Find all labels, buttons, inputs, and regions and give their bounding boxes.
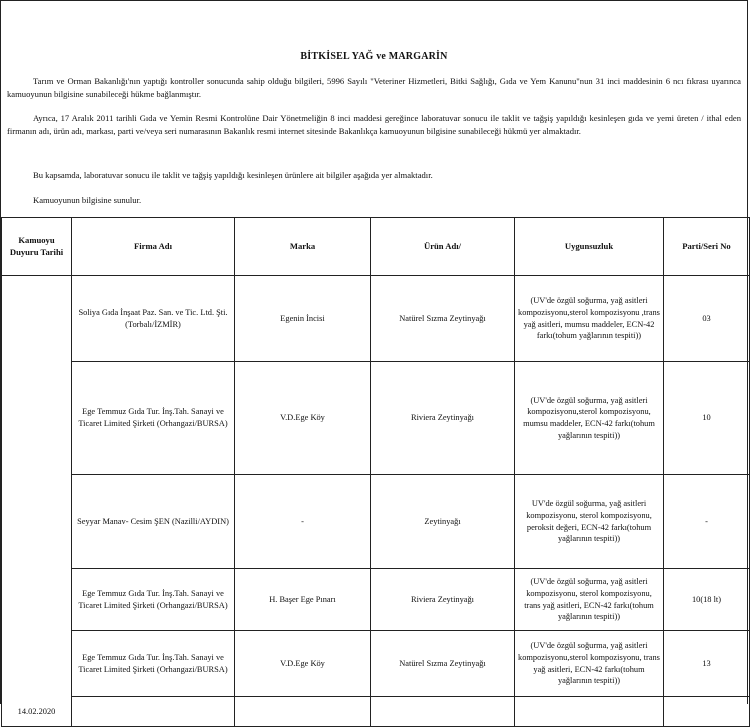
- table-header-row: [2, 218, 750, 276]
- adulteration-table: [1, 217, 750, 727]
- nonconformity-cell: (UV'de özgül soğurma, yağ asitleri kompozisyonu,sterol kompozisyonu, trans yağ asitleri, ECN-42 farkı(tohum yağlarının tespiti)): [515, 631, 664, 697]
- nonconformity-cell: (UV'de özgül soğurma, yağ asitleri kompozisyonu,sterol kompozisyonu ,trans yağ asitleri, mumsu maddeler, ECN-42 farkı(tohum yağlarının tespiti)): [515, 276, 664, 362]
- firm-cell: Soliya Gıda İnşaat Paz. San. ve Tic. Ltd. Şti.(Torbalı/İZMİR): [72, 276, 235, 362]
- product-cell: Riviera Zeytinyağı: [371, 362, 515, 475]
- header-lot: Parti/Seri No: [664, 218, 750, 276]
- lot-cell: 13: [664, 631, 750, 697]
- paragraph-legal-basis: Tarım ve Orman Bakanlığı'nın yaptığı kontroller sonucunda sahip olduğu bilgileri, 5996 Sayılı "Veteriner Hizmetleri, Bitki Sağlığı, Gıda ve Yem Kanunu"nun 31 inci maddesinin 6 ncı fıkrası uyarınca kamuoyunun bilgisine sunabileceği hükme bağlanmıştır.: [7, 76, 741, 99]
- nonconformity-cell: (UV'de özgül soğurma, yağ asitleri kompozisyonu,sterol kompozisyonu, mumsu maddeler, ECN-42 farkı(tohum yağlarının tespiti)): [515, 362, 664, 475]
- header-brand: Marka: [235, 218, 371, 276]
- header-product: Ürün Adı/: [371, 218, 515, 276]
- brand-cell: [235, 697, 371, 727]
- paragraph-announcement: Kamuoyunun bilgisine sunulur.: [33, 195, 142, 205]
- lot-cell: 10(18 lt): [664, 569, 750, 631]
- table-row: [2, 362, 750, 475]
- table-row: [2, 631, 750, 697]
- announcement-date: 14.02.2020: [2, 276, 72, 727]
- table-row: [2, 569, 750, 631]
- brand-cell: V.D.Ege Köy: [235, 362, 371, 475]
- header-firm: Firma Adı: [72, 218, 235, 276]
- paragraph-regulation: Ayrıca, 17 Aralık 2011 tarihli Gıda ve Yemin Resmi Kontrolüne Dair Yönetmeliğin 8 inci maddesi gereğince laboratuvar sonucu ile taklit ve tağşiş yapıldığı kesinleşen gıda ve yemi üreten / ithal eden firmanın adı, ürün adı, markası, parti ve/veya seri numarasının Bakanlık resmi internet sitesinde Bakanlıkça kamuoyunun bilgisine sunabileceği hükmü yer almaktadır.: [7, 113, 741, 136]
- lot-cell: 03: [664, 276, 750, 362]
- nonconformity-cell: [515, 697, 664, 727]
- product-cell: Natürel Sızma Zeytinyağı: [371, 631, 515, 697]
- firm-cell: [72, 697, 235, 727]
- brand-cell: H. Başer Ege Pınarı: [235, 569, 371, 631]
- firm-cell: Ege Temmuz Gıda Tur. İnş.Tah. Sanayi ve Ticaret Limited Şirketi (Orhangazi/BURSA): [72, 362, 235, 475]
- product-cell: Zeytinyağı: [371, 475, 515, 569]
- product-cell: Natürel Sızma Zeytinyağı: [371, 276, 515, 362]
- product-cell: [371, 697, 515, 727]
- table-row: [2, 475, 750, 569]
- lot-cell: 10: [664, 362, 750, 475]
- brand-cell: V.D.Ege Köy: [235, 631, 371, 697]
- header-nonconformity: Uygunsuzluk: [515, 218, 664, 276]
- firm-cell: Ege Temmuz Gıda Tur. İnş.Tah. Sanayi ve Ticaret Limited Şirketi (Orhangazi/BURSA): [72, 631, 235, 697]
- brand-cell: Egenin İncisi: [235, 276, 371, 362]
- firm-cell: Ege Temmuz Gıda Tur. İnş.Tah. Sanayi ve Ticaret Limited Şirketi (Orhangazi/BURSA): [72, 569, 235, 631]
- lot-cell: [664, 697, 750, 727]
- nonconformity-cell: (UV'de özgül soğurma, yağ asitleri kompozisyonu, sterol kompozisyonu, trans yağ asitleri, ECN-42 farkı(tohum yağlarının tespiti)): [515, 569, 664, 631]
- nonconformity-cell: UV'de özgül soğurma, yağ asitleri kompozisyonu, sterol kompozisyonu, peroksit değeri, ECN-42 farkı(tohum yağlarının tespiti)): [515, 475, 664, 569]
- header-date: Kamuoyu Duyuru Tarihi: [2, 218, 72, 276]
- table-row: [2, 697, 750, 727]
- table-row: [2, 276, 750, 362]
- brand-cell: -: [235, 475, 371, 569]
- lot-cell: -: [664, 475, 750, 569]
- firm-cell: Seyyar Manav- Cesim ŞEN (Nazilli/AYDIN): [72, 475, 235, 569]
- product-cell: Riviera Zeytinyağı: [371, 569, 515, 631]
- paragraph-scope: Bu kapsamda, laboratuvar sonucu ile taklit ve tağşiş yapıldığı kesinleşen ürünlere ait bilgiler aşağıda yer almaktadır.: [33, 170, 433, 180]
- document-title: BİTKİSEL YAĞ ve MARGARİN: [300, 51, 448, 62]
